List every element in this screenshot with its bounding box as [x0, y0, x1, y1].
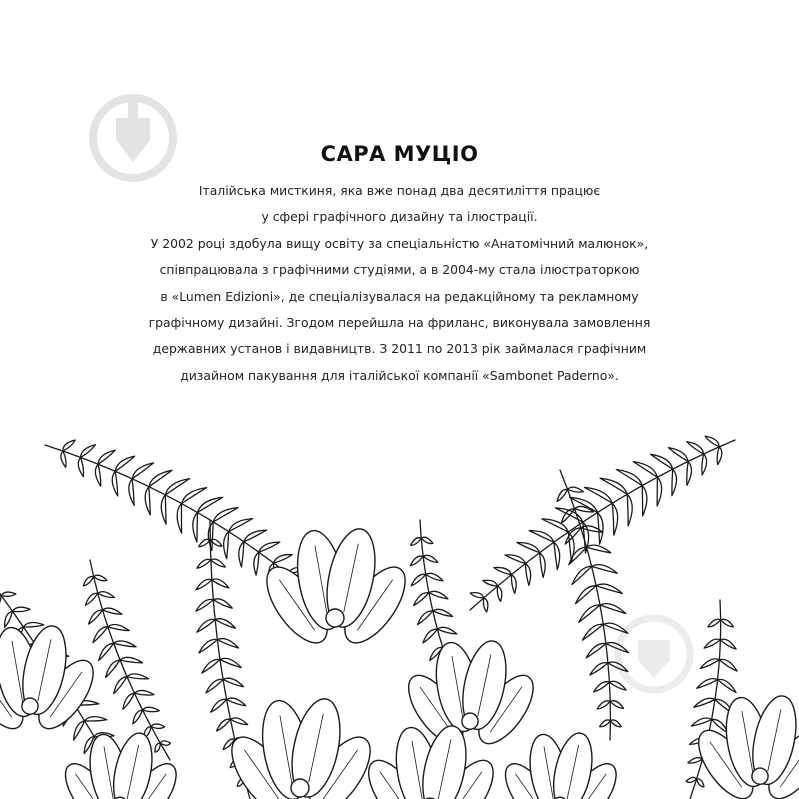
fern-flower-illustration — [0, 400, 799, 799]
bio-line: у сфері графічного дизайну та ілюстрації. — [261, 209, 538, 225]
watermark-logo-icon — [88, 88, 178, 188]
bio-line: Італійська мисткиня, яка вже понад два десятиліття працює — [198, 183, 601, 198]
crocus-flower-top-center — [326, 609, 344, 627]
fern-frond-right — [470, 436, 735, 612]
bio-line: дизайном пакування для італійської компанії «Sambonet Paderno». — [180, 367, 619, 383]
crocus-flower-right-center — [752, 768, 768, 784]
page-title: САРА МУЦІО — [320, 142, 479, 166]
fern-frond-left-mid — [83, 560, 170, 760]
bio-line: графічному дизайні. Згодом перейшла на фриланс, виконувала замовлення — [148, 315, 651, 331]
bio-line: державних установ і видавництв. З 2011 по 2013 рік займалася графічним — [152, 341, 647, 357]
bio-paragraph — [0, 178, 799, 389]
bio-line: співпрацювала з графічними студіями, а в 2004-му стала ілюстраторкою — [159, 262, 640, 278]
bio-line: У 2002 році здобула вищу освіту за спеціальністю «Анатомічний малюнок», — [150, 235, 649, 251]
fern-frond-center-right — [557, 470, 628, 740]
crocus-flower-bottom-left-center — [291, 779, 309, 797]
crocus-flower-left-center — [22, 698, 38, 714]
bio-line: в «Lumen Edizioni», де спеціалізувалася на редакційному та рекламному — [160, 288, 639, 304]
crocus-flower-middle-center — [462, 713, 478, 729]
